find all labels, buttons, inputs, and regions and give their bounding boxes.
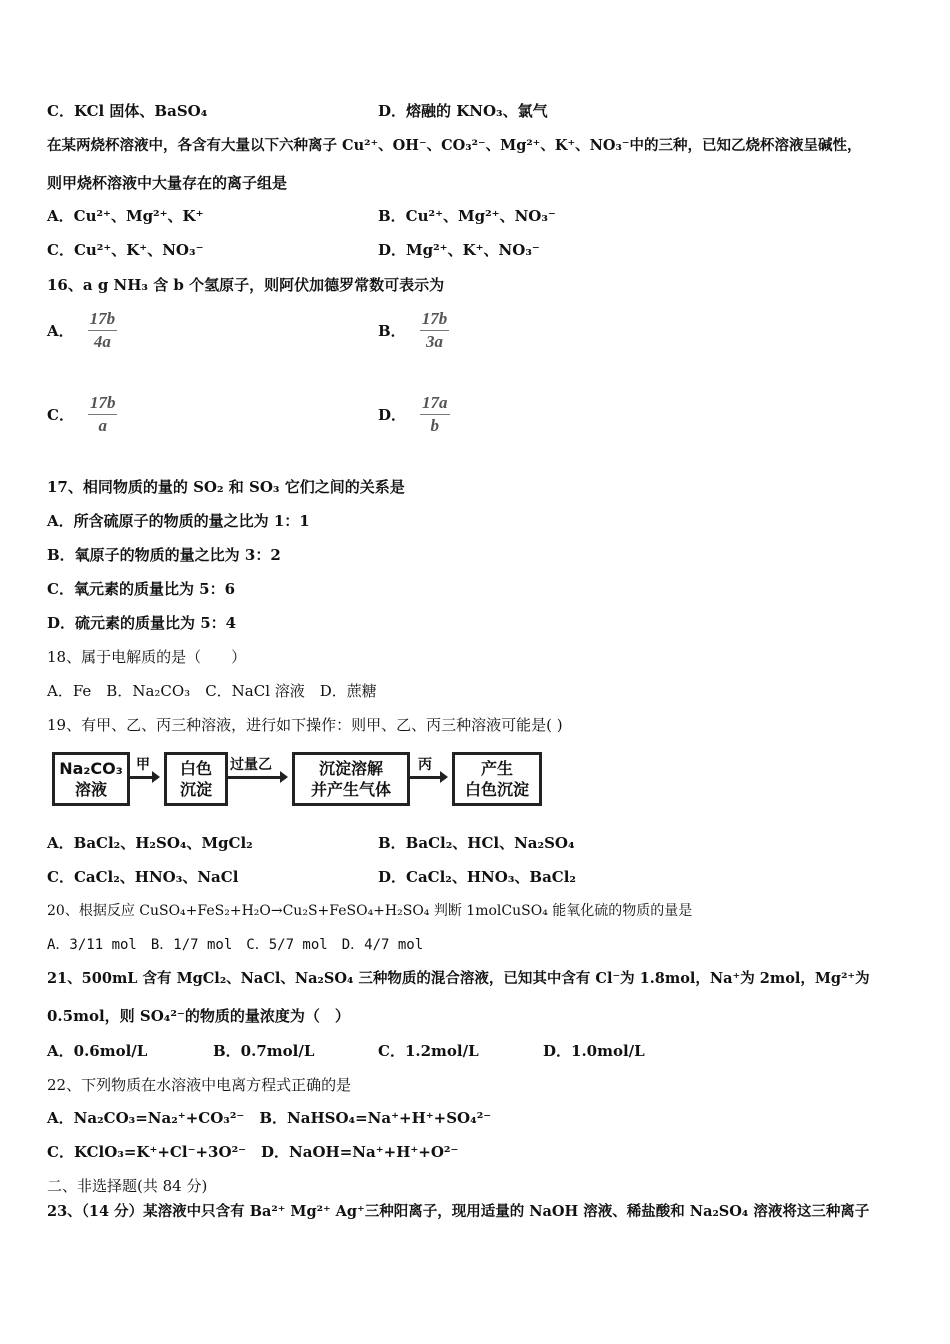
flow-arrow-2 [228, 776, 286, 779]
q16-option-d [378, 392, 450, 437]
fraction-denominator: 4a [93, 332, 111, 351]
q17-option-a: A．所含硫原子的物质的量之比为 1：1 [47, 512, 310, 530]
q16-option-d-label: D． [378, 406, 407, 424]
flow-arrow-3-label: 丙 [418, 757, 432, 773]
q15-option-c: C．Cu²⁺、K⁺、NO₃⁻ [47, 241, 204, 259]
flow-arrow-2-label: 过量乙 [230, 757, 272, 773]
q19-stem: 19、有甲、乙、丙三种溶液，进行如下操作：则甲、乙、丙三种溶液可能是( ) [47, 716, 563, 734]
q14-option-d: D．熔融的 KNO₃、氯气 [378, 102, 548, 120]
q20-options: A．3/11 mol B．1/7 mol C．5/7 mol D．4/7 mol [47, 937, 424, 953]
q18-options: A．Fe B．Na₂CO₃ C．NaCl 溶液 D．蔗糖 [47, 682, 377, 700]
q21-option-c: C．1.2mol/L [378, 1042, 479, 1060]
q16-option-a [47, 308, 117, 353]
flow-box-text: 产生 [480, 759, 513, 778]
fraction-numerator: 17a [420, 392, 450, 415]
flow-box-text: 沉淀溶解 [318, 759, 383, 778]
q19-option-c: C．CaCl₂、HNO₃、NaCl [47, 868, 239, 886]
q16-option-a-fraction [88, 308, 118, 353]
q21-option-d: D．1.0mol/L [543, 1042, 645, 1060]
q15-stem-line1: 在某两烧杯溶液中，各含有大量以下六种离子 Cu²⁺、OH⁻、CO₃²⁻、Mg²⁺、K⁺、NO₃⁻中的三种，已知乙烧杯溶液呈碱性， [47, 137, 862, 154]
q22-options-line1: A．Na₂CO₃=Na₂⁺+CO₃²⁻ B．NaHSO₄=Na⁺+H⁺+SO₄²⁻ [47, 1109, 492, 1127]
q22-options-line2: C．KClO₃=K⁺+Cl⁻+3O²⁻ D．NaOH=Na⁺+H⁺+O²⁻ [47, 1143, 459, 1161]
section-heading: 二、非选择题(共 84 分) [47, 1177, 208, 1195]
q16-option-b [378, 308, 449, 353]
flow-box-dissolve-gas [292, 752, 410, 806]
q15-option-b: B．Cu²⁺、Mg²⁺、NO₃⁻ [378, 207, 556, 225]
q16-stem: 16、a g NH₃ 含 b 个氢原子，则阿伏加德罗常数可表示为 [47, 276, 445, 294]
fraction-numerator: 17b [420, 308, 450, 331]
q15-stem-line2: 则甲烧杯溶液中大量存在的离子组是 [47, 174, 288, 192]
flow-arrow-1 [130, 776, 158, 779]
q20-stem: 20、根据反应 CuSO₄+FeS₂+H₂O→Cu₂S+FeSO₄+H₂SO₄ 判断 1molCuSO₄ 能氧化硫的物质的量是 [47, 903, 693, 919]
q16-option-a-label: A． [47, 322, 74, 340]
q17-stem: 17、相同物质的量的 SO₂ 和 SO₃ 它们之间的关系是 [47, 478, 405, 496]
flow-box-text: 并产生气体 [310, 780, 391, 799]
q23-stem: 23、（14 分）某溶液中只含有 Ba²⁺ Mg²⁺ Ag⁺三种阳离子，现用适量的 NaOH 溶液、稀盐酸和 Na₂SO₄ 溶液将这三种离子 [47, 1203, 870, 1220]
fraction-numerator: 17b [88, 392, 118, 415]
q14-option-c: C．KCl 固体、BaSO₄ [47, 102, 208, 120]
fraction-denominator: 3a [425, 332, 443, 351]
q19-option-a: A．BaCl₂、H₂SO₄、MgCl₂ [47, 834, 253, 852]
q17-option-c: C．氧元素的质量比为 5：6 [47, 580, 236, 598]
flow-arrow-3 [410, 776, 446, 779]
q18-stem: 18、属于电解质的是（ ） [47, 648, 247, 666]
q16-option-c-fraction [88, 392, 118, 437]
q17-option-d: D．硫元素的质量比为 5：4 [47, 614, 237, 632]
flow-box-text: 溶液 [74, 780, 107, 799]
q16-option-b-label: B． [378, 322, 406, 340]
q16-option-c [47, 392, 117, 437]
q17-option-b: B．氧原子的物质的量之比为 3：2 [47, 546, 281, 564]
flow-box-text: 白色 [179, 759, 212, 778]
q21-option-b: B．0.7mol/L [213, 1042, 315, 1060]
fraction-denominator: b [430, 416, 440, 435]
fraction-denominator: a [98, 416, 107, 435]
q22-stem: 22、下列物质在水溶液中电离方程式正确的是 [47, 1076, 352, 1094]
q16-option-c-label: C． [47, 406, 74, 424]
fraction-numerator: 17b [88, 308, 118, 331]
q21-option-a: A．0.6mol/L [47, 1042, 148, 1060]
q15-option-a: A．Cu²⁺、Mg²⁺、K⁺ [47, 207, 204, 225]
flow-box-produce-precipitate [452, 752, 542, 806]
flow-box-text: 白色沉淀 [464, 780, 529, 799]
q21-stem-line2: 0.5mol，则 SO₄²⁻的物质的量浓度为（ ） [47, 1007, 350, 1025]
flow-box-na2co3 [52, 752, 130, 806]
flow-box-text: Na₂CO₃ [59, 759, 123, 778]
q19-option-d: D．CaCl₂、HNO₃、BaCl₂ [378, 868, 576, 886]
q16-option-d-fraction [420, 392, 450, 437]
q16-option-b-fraction [420, 308, 450, 353]
flow-box-text: 沉淀 [179, 780, 212, 799]
q19-option-b: B．BaCl₂、HCl、Na₂SO₄ [378, 834, 575, 852]
q15-option-d: D．Mg²⁺、K⁺、NO₃⁻ [378, 241, 540, 259]
flow-box-white-precipitate [164, 752, 228, 806]
flow-arrow-1-label: 甲 [136, 757, 150, 773]
q19-flow-diagram [52, 748, 542, 810]
q21-stem-line1: 21、500mL 含有 MgCl₂、NaCl、Na₂SO₄ 三种物质的混合溶液，已知其中含有 Cl⁻为 1.8mol，Na⁺为 2mol，Mg²⁺为 [47, 970, 870, 987]
